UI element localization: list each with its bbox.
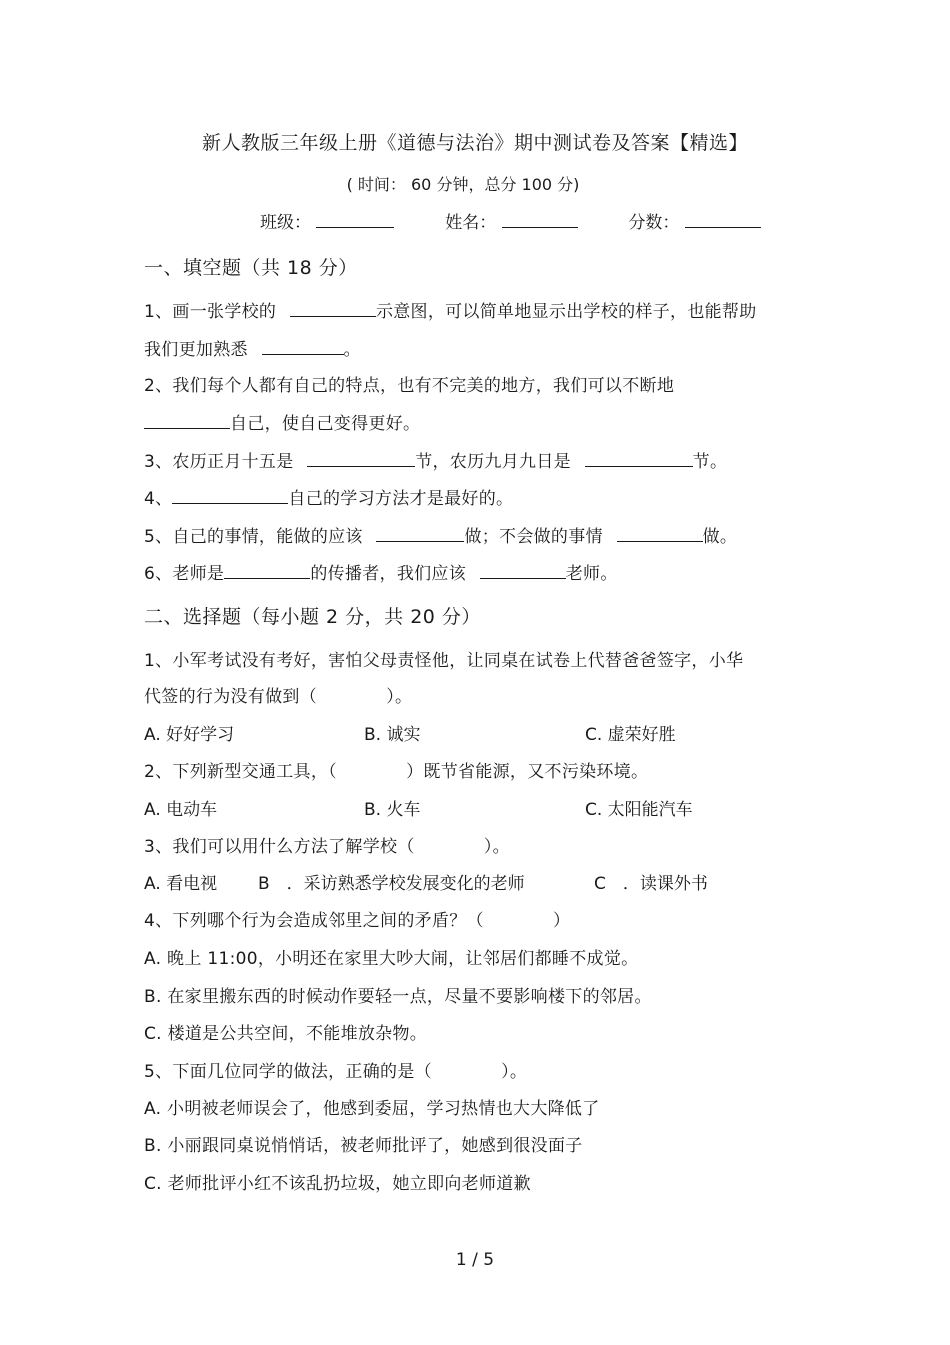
q5-blank-1: [376, 525, 464, 542]
name-blank: [502, 211, 578, 228]
q1-option-a: A. 好好学习: [144, 725, 235, 745]
q1-text-4: 。: [343, 340, 361, 360]
q3-text-2: 节，农历九月九日是: [415, 452, 571, 472]
q3-blank-2: [585, 450, 693, 467]
q5-blank-2: [617, 525, 703, 542]
choice-question-1-cont: 代签的行为没有做到（ ）。: [144, 687, 413, 707]
q1-text: 1、画一张学校的: [144, 302, 277, 322]
q1-option-c: C. 虚荣好胜: [585, 725, 676, 745]
page-number: 1 / 5: [455, 1250, 495, 1270]
choice-question-4: 4、下列哪个行为会造成邻里之间的矛盾？（ ）: [144, 911, 571, 931]
q3-option-b: B ．采访熟悉学校发展变化的老师: [258, 874, 525, 894]
q3-option-c: C ．读课外书: [594, 874, 708, 894]
q6-text-3: 老师。: [565, 564, 618, 584]
q4-option-b: B. 在家里搬东西的时候动作要轻一点，尽量不要影响楼下的邻居。: [144, 987, 652, 1007]
q1-text-2: 示意图，可以简单地显示出学校的样子，也能帮助: [375, 302, 757, 322]
q2-blank: [144, 412, 230, 429]
name-label: 姓名：: [445, 213, 497, 233]
score-label: 分数：: [628, 213, 680, 233]
q4-text-2: 自己的学习方法才是最好的。: [288, 489, 514, 509]
q1-blank-1: [290, 300, 376, 317]
q3-text-3: 节。: [692, 452, 728, 472]
fill-question-2: 2、我们每个人都有自己的特点，也有不完美的地方，我们可以不断地: [144, 376, 675, 396]
q5-text-3: 做。: [702, 527, 738, 547]
fill-question-4: [144, 487, 513, 510]
fill-question-3: [144, 450, 727, 473]
q3-option-a: A. 看电视: [144, 874, 218, 894]
q6-text: 6、老师是: [144, 564, 225, 584]
page-title: 新人教版三年级上册《道德与法治》期中测试卷及答案【精选】: [201, 132, 748, 154]
choice-question-5: 5、下面几位同学的做法，正确的是（ ）。: [144, 1062, 528, 1082]
fill-question-1: [144, 300, 757, 323]
section-2-heading: 二、选择题（每小题 2 分，共 20 分）: [144, 606, 481, 628]
fill-question-2-cont: [144, 412, 420, 435]
fill-question-5: [144, 525, 737, 548]
q2-option-a: A. 电动车: [144, 800, 218, 820]
q4-option-a: A. 晚上 11:00，小明还在家里大吵大闹，让邻居们都睡不成觉。: [144, 949, 639, 969]
q2-option-b: B. 火车: [364, 800, 421, 820]
class-blank: [316, 211, 394, 228]
q2-text-2: 自己，使自己变得更好。: [230, 414, 421, 434]
q5-option-b: B. 小丽跟同桌说悄悄话，被老师批评了，她感到很没面子: [144, 1136, 583, 1156]
student-info-row: [260, 211, 761, 235]
q5-option-c: C. 老师批评小红不该乱扔垃圾，她立即向老师道歉: [144, 1174, 531, 1194]
q4-blank: [172, 487, 288, 504]
class-label: 班级：: [260, 213, 311, 233]
fill-question-6: [144, 562, 618, 585]
q3-text: 3、农历正月十五是: [144, 452, 294, 472]
fill-question-1-cont: [144, 338, 361, 361]
choice-question-1: 1、小军考试没有考好，害怕父母责怪他，让同桌在试卷上代替爸爸签字，小华: [144, 651, 744, 671]
q5-text-2: 做；不会做的事情: [464, 527, 603, 547]
q1-blank-2: [262, 338, 344, 355]
q4-text: 4、: [144, 489, 173, 509]
section-1-heading: 一、填空题（共 18 分）: [144, 257, 358, 279]
q1-text-3: 我们更加熟悉: [144, 340, 248, 360]
q6-text-2: 的传播者，我们应该: [310, 564, 467, 584]
score-blank: [685, 211, 761, 228]
q5-text: 5、自己的事情，能做的应该: [144, 527, 363, 547]
choice-question-2: 2、下列新型交通工具，（ ）既节省能源，又不污染环境。: [144, 762, 649, 782]
q6-blank-1: [224, 562, 310, 579]
q6-blank-2: [480, 562, 566, 579]
exam-subtitle: ( 时间： 60 分钟，总分 100 分): [346, 175, 580, 194]
q2-option-c: C. 太阳能汽车: [585, 800, 693, 820]
q4-option-c: C. 楼道是公共空间，不能堆放杂物。: [144, 1024, 428, 1044]
q1-option-b: B. 诚实: [364, 725, 421, 745]
q5-option-a: A. 小明被老师误会了，他感到委屈，学习热情也大大降低了: [144, 1099, 600, 1119]
choice-question-3: 3、我们可以用什么方法了解学校（ ）。: [144, 837, 510, 857]
q3-blank-1: [307, 450, 415, 467]
